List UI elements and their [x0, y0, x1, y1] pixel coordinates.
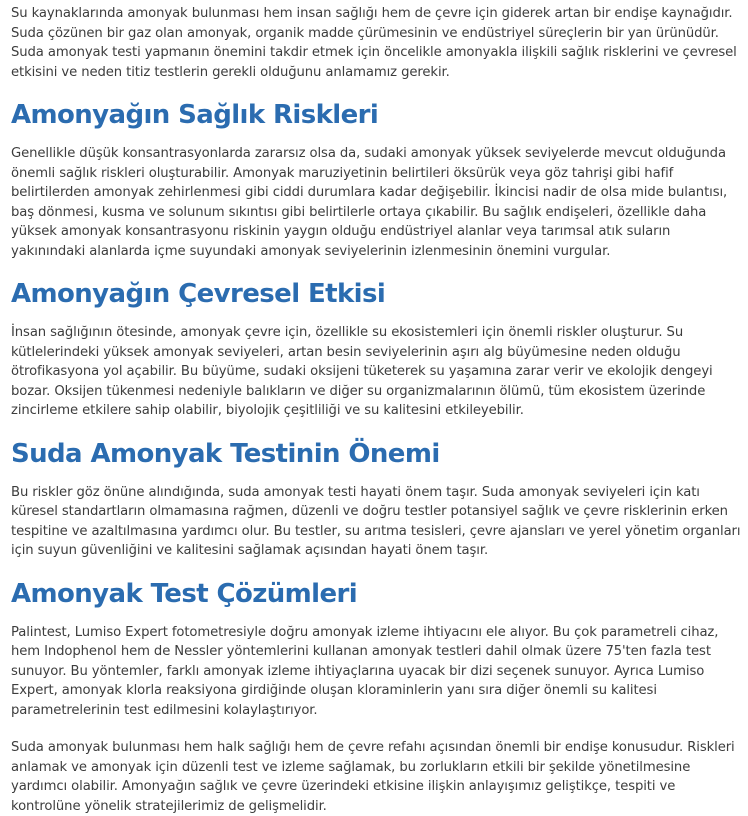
paragraph-environmental-impact: İnsan sağlığının ötesinde, amonyak çevre için, özellikle su ekosistemleri için önemli riskler oluşturur. Su kütlelerindeki yüksek amonyak seviyeleri, artan besin seviyelerinin aşırı alg büyümesine neden olduğu ötrofikasyona yol açabilir. Bu büyüme, sudaki oksijeni tüketerek su yaşamına zarar verir ve ekolojik dengeyi bozar. Oksijen tükenmesi nedeniyle balıkların ve diğer su organizmalarının ölümü, tüm ekosistem üzerinde zincirleme etkilere sahip olabilir, biyolojik çeşitliliği ve su kalitesini etkileyebilir.: [11, 325, 713, 418]
article-body: [11, 4, 743, 816]
paragraph-conclusion: Suda amonyak bulunması hem halk sağlığı hem de çevre refahı açısından önemli bir endişe konusudur. Riskleri anlamak ve amonyak için düzenli test ve izleme sağlamak, bu zorlukların etkili bir şekilde yönetilmesine yardımcı olabilir. Amonyağın sağlık ve çevre üzerindeki etkisine ilişkin anlayışımız geliştikçe, tespiti ve kontrolüne yönelik stratejilerimiz de gelişmelidir.: [11, 740, 735, 814]
paragraph-test-solutions: Palintest, Lumiso Expert fotometresiyle doğru amonyak izleme ihtiyacını ele alıyor. Bu çok parametreli cihaz, hem Indophenol hem de Nessler yöntemlerini kullanan amonyak testleri dahil olmak üzere 75'ten fazla test sunuyor. Bu yöntemler, farklı amonyak izleme ihtiyaçlarına uyacak bir dizi seçenek sunuyor. Ayrıca Lumiso Expert, amonyak klorla reaksiyona girdiğinde oluşan kloraminlerin yanı sıra diğer önemli su kalitesi parametrelerinin test edilmesini kolaylaştırıyor.: [11, 624, 719, 718]
heading-health-risks: Amonyağın Sağlık Riskleri: [11, 100, 379, 130]
intro-paragraph: Su kaynaklarında amonyak bulunması hem insan sağlığı hem de çevre için giderek artan bir endişe kaynağıdır. Suda çözünen bir gaz olan amonyak, organik madde çürümesinin ve endüstriyel süreçlerin bir yan ürünüdür. Suda amonyak testi yapmanın önemini takdir etmek için öncelikle amonyakla ilişkili sağlık risklerini ve çevresel etkisini ve neden titiz testlerin gerekli olduğunu anlamamız gerekir.: [11, 6, 737, 80]
heading-environmental-impact: Amonyağın Çevresel Etkisi: [11, 279, 386, 309]
heading-testing-importance: Suda Amonyak Testinin Önemi: [11, 438, 440, 469]
paragraph-testing-importance: Bu riskler göz önüne alındığında, suda amonyak testi hayati önem taşır. Suda amonyak seviyeleri için katı küresel standartların olmamasına rağmen, düzenli ve doğru testler potansiyel sağlık ve çevre risklerinin erken tespitine ve azaltılmasına yardımcı olur. Bu testler, su arıtma tesisleri, çevre ajansları ve yerel yönetim organları için suyun güvenliğini ve kalitesini sağlamak açısından hayati önem taşır.: [11, 484, 741, 558]
paragraph-health-risks: Genellikle düşük konsantrasyonlarda zararsız olsa da, sudaki amonyak yüksek seviyelerde mevcut olduğunda önemli sağlık riskleri oluşturabilir. Amonyak maruziyetinin belirtileri öksürük veya göz tahrişi gibi hafif belirtilerden amonyak zehirlenmesi gibi ciddi durumlara kadar değişebilir. İkincisi nadir de olsa mide bulantısı, baş dönmesi, kusma ve solunum sıkıntısı gibi belirtilerle ortaya çıkabilir. Bu sağlık endişeleri, özellikle daha yüksek amonyak konsantrasyonu riskinin yaygın olduğu endüstriyel alanlar veya tarımsal atık suların yakınındaki alanlarda içme suyundaki amonyak seviyelerinin izlenmesinin önemini vurgular.: [11, 146, 728, 259]
heading-test-solutions: Amonyak Test Çözümleri: [11, 578, 358, 609]
